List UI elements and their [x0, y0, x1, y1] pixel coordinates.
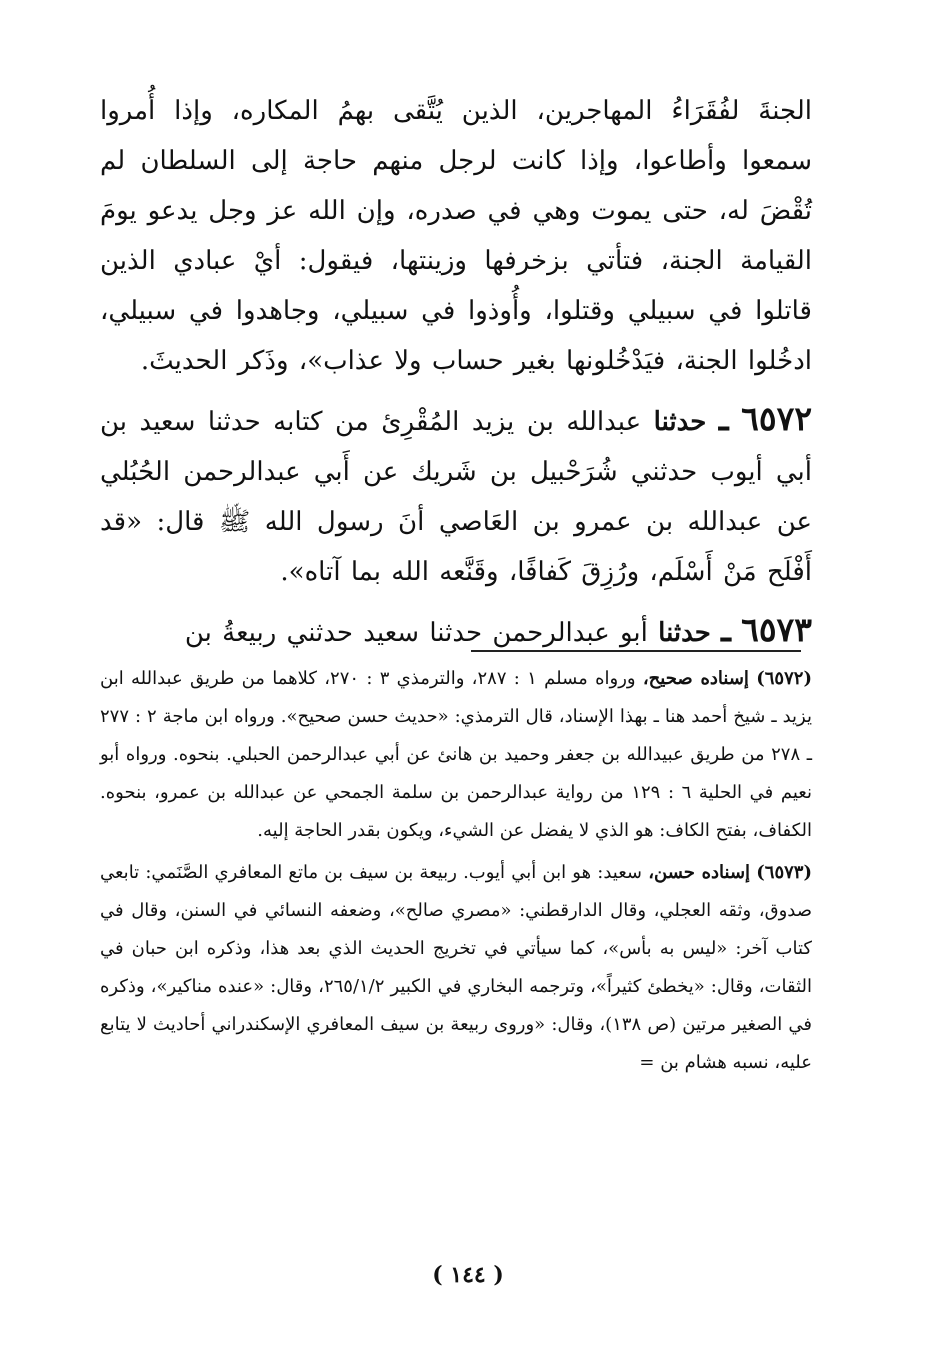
- hadith-lead-word: حدثنا: [653, 407, 707, 437]
- footnote-grade: إسناده حسن،: [648, 862, 751, 883]
- page-number: ( ١٤٤ ): [432, 1262, 504, 1288]
- hadith-dash: ـ: [718, 399, 729, 438]
- footnote-ref: (٦٥٧٢): [756, 668, 812, 689]
- hadith-number: ٦٥٧٢: [741, 399, 813, 438]
- footnote-6573: [100, 854, 812, 1082]
- hadith-number: ٦٥٧٣: [741, 610, 812, 649]
- footnote-text: ورواه مسلم ١ : ٢٨٧، والترمذي ٣ : ٢٧٠، كلاهما من طريق عبدالله ابن يزيد ـ شيخ أحمد هنا ـ بهذا الإسناد، قال الترمذي: «حديث حسن صحيح». ورواه ابن ماجة ٢ : ٢٧٧ ـ ٢٧٨ من طريق عبيدالله بن جعفر وحميد بن هانئ عن أبي عبدالرحمن الحبلي. بنحوه. ورواه أبو نعيم في الحلية ٦ : ١٢٩ من رواية عبدالرحمن بن سلمة الجمحي عن عبدالله بن عمرو، بنحوه. الكفاف، بفتح الكاف: هو الذي لا يفضل عن الشيء، ويكون بقدر الحاجة إليه.: [100, 668, 812, 841]
- footnotes: [100, 660, 812, 1082]
- hadith-dash: ـ: [721, 610, 731, 649]
- footnote-6572: [100, 660, 812, 850]
- hadith-lead-word: حدثنا: [658, 618, 711, 648]
- footnote-grade: إسناده صحيح،: [642, 668, 749, 689]
- footnote-text: سعيد: هو ابن أبي أيوب. ربيعة بن سيف بن ماتع المعافري الصَّنَمي: تابعي صدوق، وثقه العجلي، وقال الدارقطني: «مصري صالح»، وضعفه النسائي في السنن، وقال في كتاب آخر: «ليس به بأس»، كما سيأتي في تخريج الحديث الذي بعد هذا، وذكره ابن حبان في الثقات، وقال: «يخطئ كثيراً»، وترجمه البخاري في الكبير ٢٦٥/١/٢، وقال: «عنده مناكير»، وذكره في الصغير مرتين (ص ١٣٨)، وقال: «وروى ربيعة بن سيف المعافري الإسكندراني أحاديث لا يتابع عليه، نسبه هشام بن =: [100, 862, 813, 1073]
- main-text: [100, 86, 812, 658]
- footnote-ref: (٦٥٧٣): [756, 862, 812, 883]
- continuation-paragraph: الجنةَ لفُقَرَاءُ المهاجرين، الذين يُتَّقى بهمُ المكاره، وإذا أُمروا سمعوا وأطاعوا، وإذا كانت لرجل منهم حاجة إلى السلطان لم تُقْضَ له، حتى يموت وهي في صدره، وإن الله عز وجل يدعو يومَ القيامة الجنة، فتأتي بزخرفها وزينتها، فيقول: أيْ عبادي الذين قاتلوا في سبيلي وقتلوا، وأُوذوا في سبيلي، وجاهدوا في سبيلي، ادخُلوا الجنة، فيَدْخُلونها بغير حساب ولا عذاب»، وذَكر الحديثَ.: [100, 96, 812, 376]
- hadith-text: عبدالله بن يزيد المُقْرِئ من كتابه حدثنا سعيد بن أبي أيوب حدثني شُرَحْبيل بن شَريك عن أَبي عبدالرحمن الحُبُلي عن عبدالله بن عمرو بن العَاصي أنَ رسول الله ﷺ قال: «قد أَفْلَح مَنْ أَسْلَم، ورُزِقَ كَفافًا، وقَنَّعه الله بما آتاه».: [100, 407, 812, 587]
- hadith-6572: [100, 394, 812, 597]
- footnote-separator: [471, 650, 801, 652]
- hadith-text: أبو عبدالرحمن حدثنا سعيد حدثني ربيعةُ بن: [184, 618, 648, 648]
